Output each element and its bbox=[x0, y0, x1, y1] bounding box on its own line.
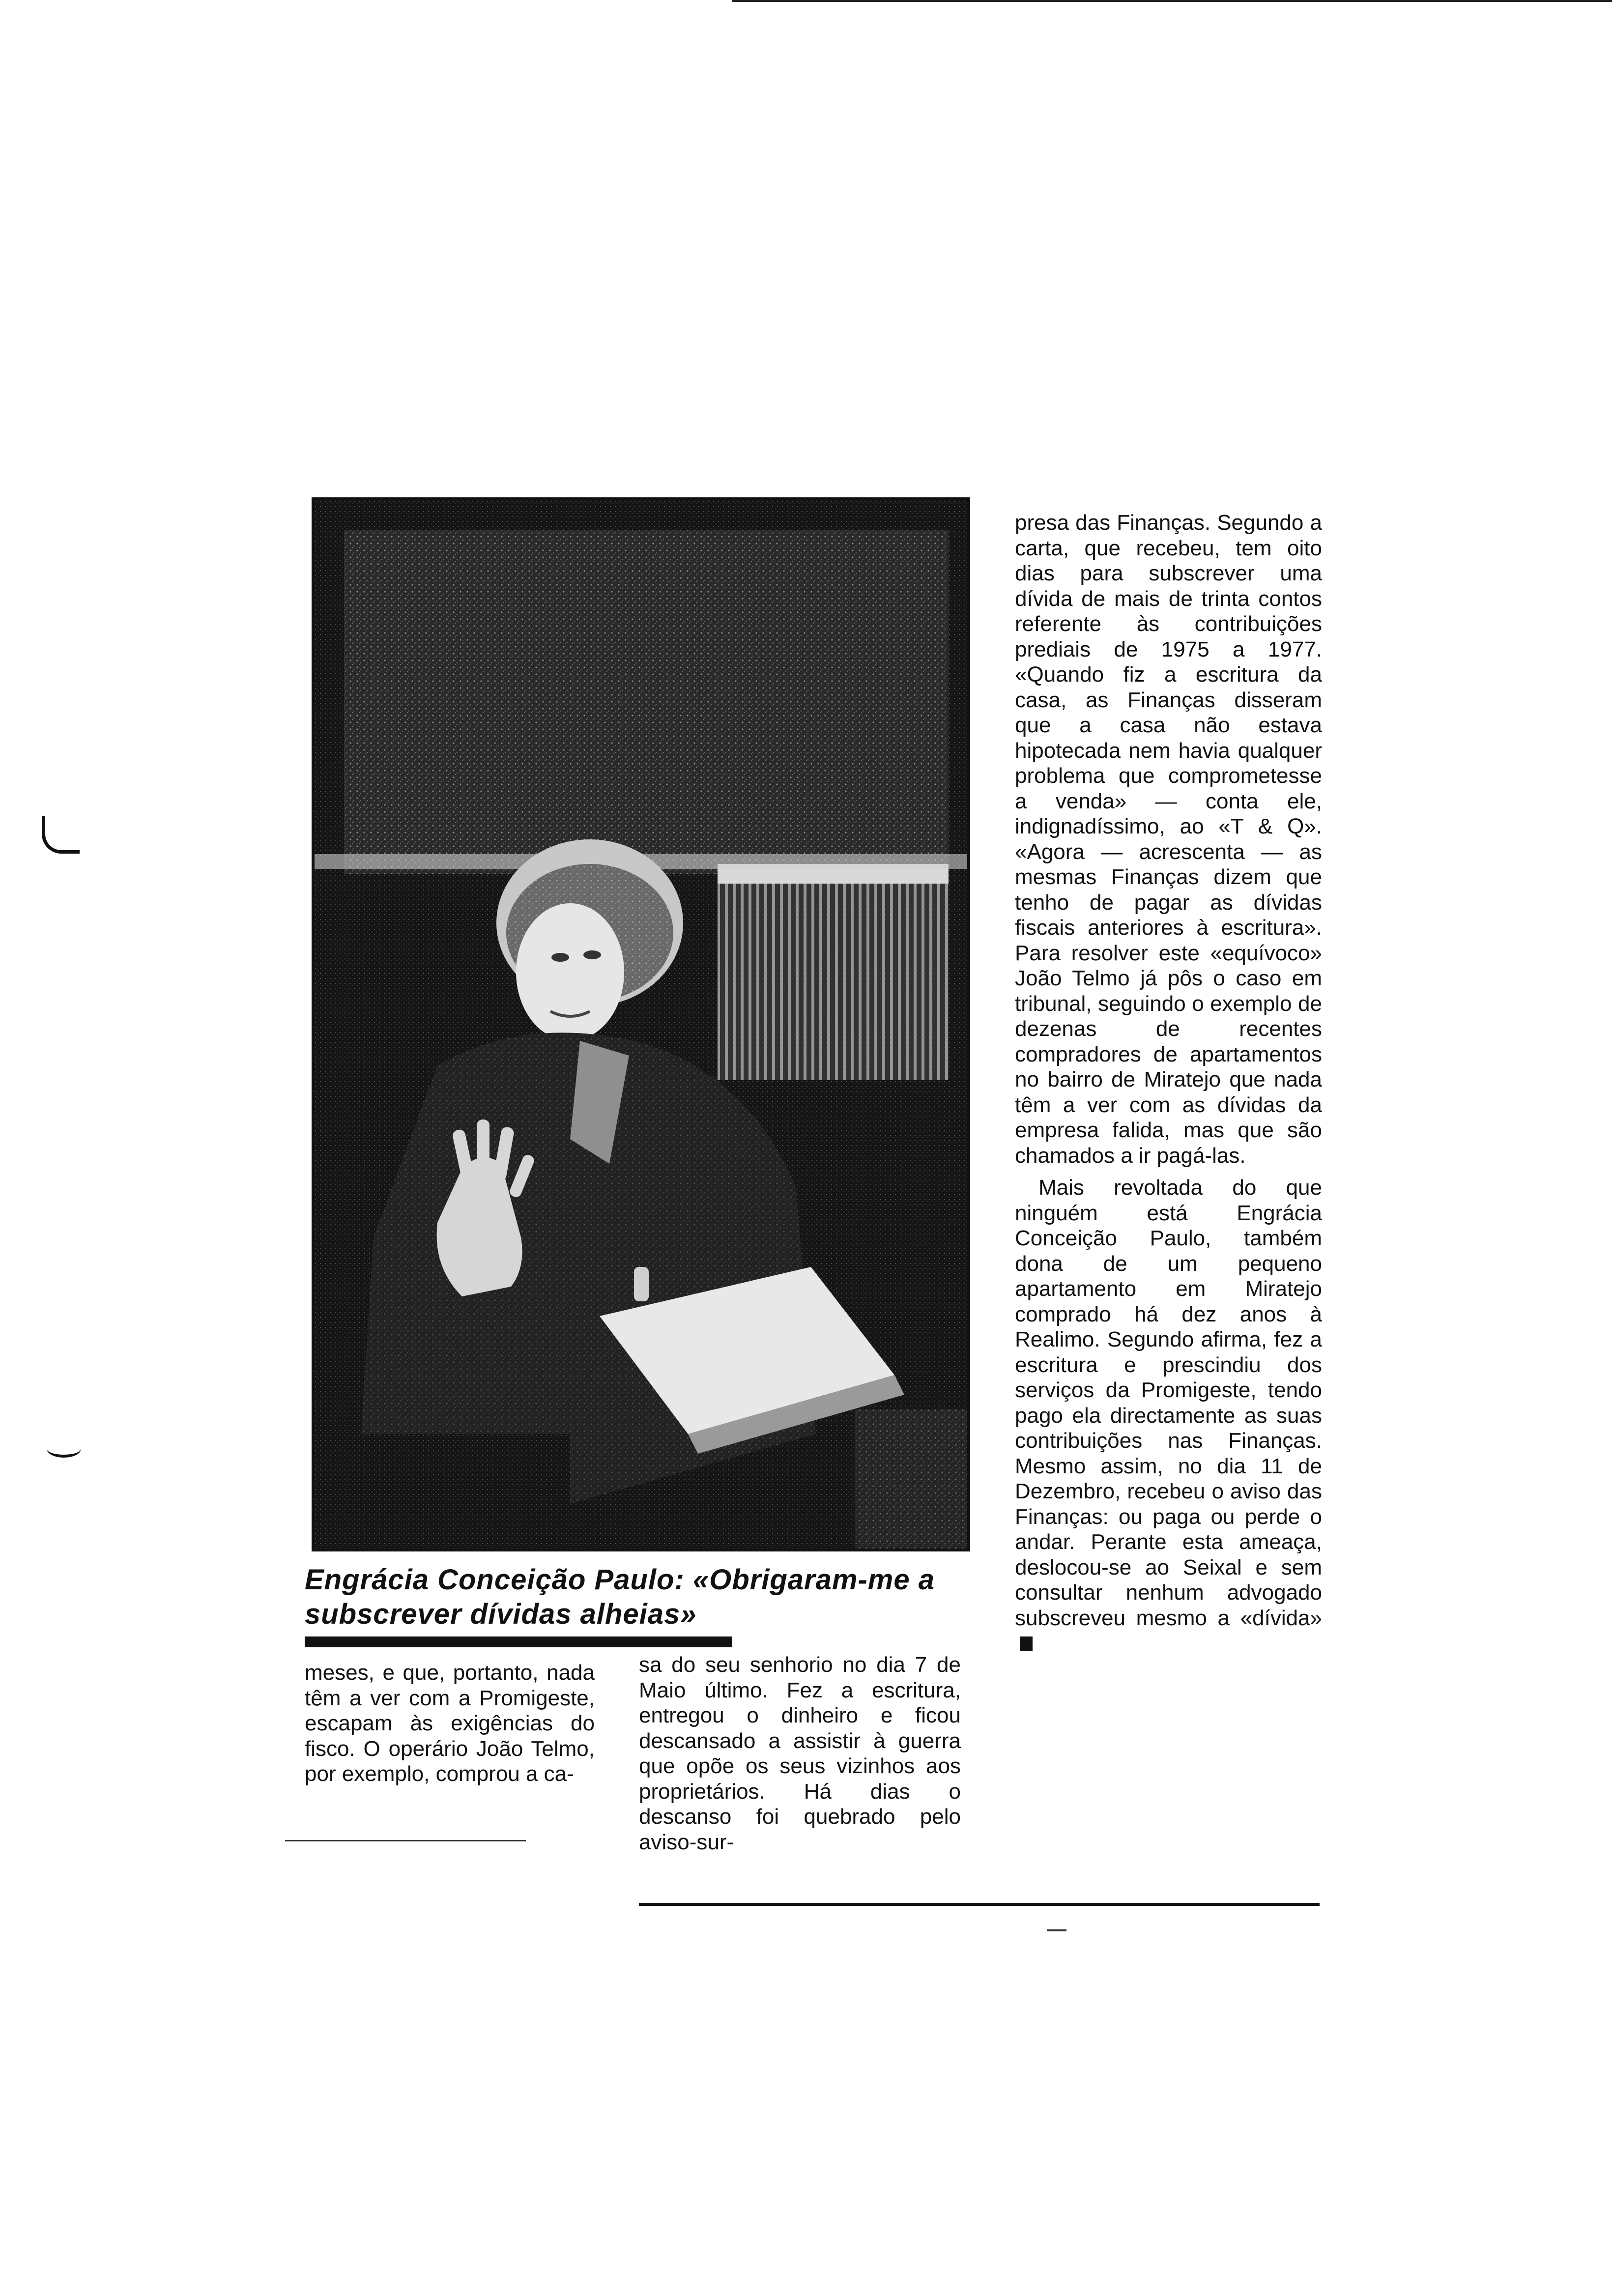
column-1-text: meses, e que, portanto, nada têm a ver com a Promigeste, escapam às exigências do fisco. O operário João Telmo, por exemplo, comprou a ca- bbox=[305, 1661, 595, 1786]
caption-underline-bar bbox=[305, 1636, 732, 1647]
scan-dash-mark bbox=[1047, 1929, 1066, 1931]
scan-top-rule bbox=[732, 0, 1612, 2]
article-column-1 bbox=[305, 1660, 595, 1787]
article-column-2 bbox=[639, 1652, 961, 1855]
photo-caption: Engrácia Conceição Paulo: «Obrigaram-me a subscrever dívidas alheias» bbox=[305, 1564, 935, 1630]
article-column-3 bbox=[1015, 510, 1322, 1656]
column-3-paragraph-2: Mais revoltada do que ninguém está Engrácia Conceição Paulo, também dona de um pequeno apartamento em Miratejo comprado há dez anos à Realimo. Segundo afirma, fez a escritura e prescindiu dos serviços da Promigeste, tendo pago ela directamente as suas contribuições nas Finanças. Mesmo assim, no dia 11 de Dezembro, recebeu o aviso das Finanças: ou paga ou perde o andar. Perante esta ameaça, deslocou-se ao Seixal e sem consultar nenhum advogado subscreveu mesmo a «dívida» bbox=[1015, 1176, 1322, 1630]
scan-artifact-curve bbox=[42, 816, 80, 854]
column-3-paragraph-1: presa das Finanças. Segundo a carta, que recebeu, tem oito dias para subscrever uma dívida de mais de trinta contos referente às contribuições prediais de 1975 a 1977. «Quando fiz a escritura da casa, as Finanças disseram que a casa não estava hipotecada nem havia qualquer problema que comprometesse a venda» — conta ele, indignadíssimo, ao «T & Q». «Agora — acrescenta — as mesmas Finanças dizem que tenho de pagar as dívidas fiscais anteriores à escritura». Para resolver este «equívoco» João Telmo já pôs o caso em tribunal, seguindo o exemplo de dezenas de recentes compradores de apartamentos no bairro de Miratejo que nada têm a ver com as dívidas da empresa falida, mas que são chamados a ir pagá-las. bbox=[1015, 511, 1322, 1168]
bottom-rule bbox=[639, 1903, 1320, 1906]
column-1-rule bbox=[285, 1840, 526, 1841]
column-2-text: sa do seu senhorio no dia 7 de Maio último. Fez a escritura, entregou o dinheiro e ficou descansado a assistir à guerra que opõe os seus vizinhos aos proprietários. Há dias o descanso foi quebrado pelo aviso-sur- bbox=[639, 1653, 961, 1854]
end-of-article-square-icon bbox=[1020, 1636, 1033, 1651]
scan-artifact-mark bbox=[47, 1440, 81, 1458]
portrait-photo bbox=[312, 497, 970, 1551]
